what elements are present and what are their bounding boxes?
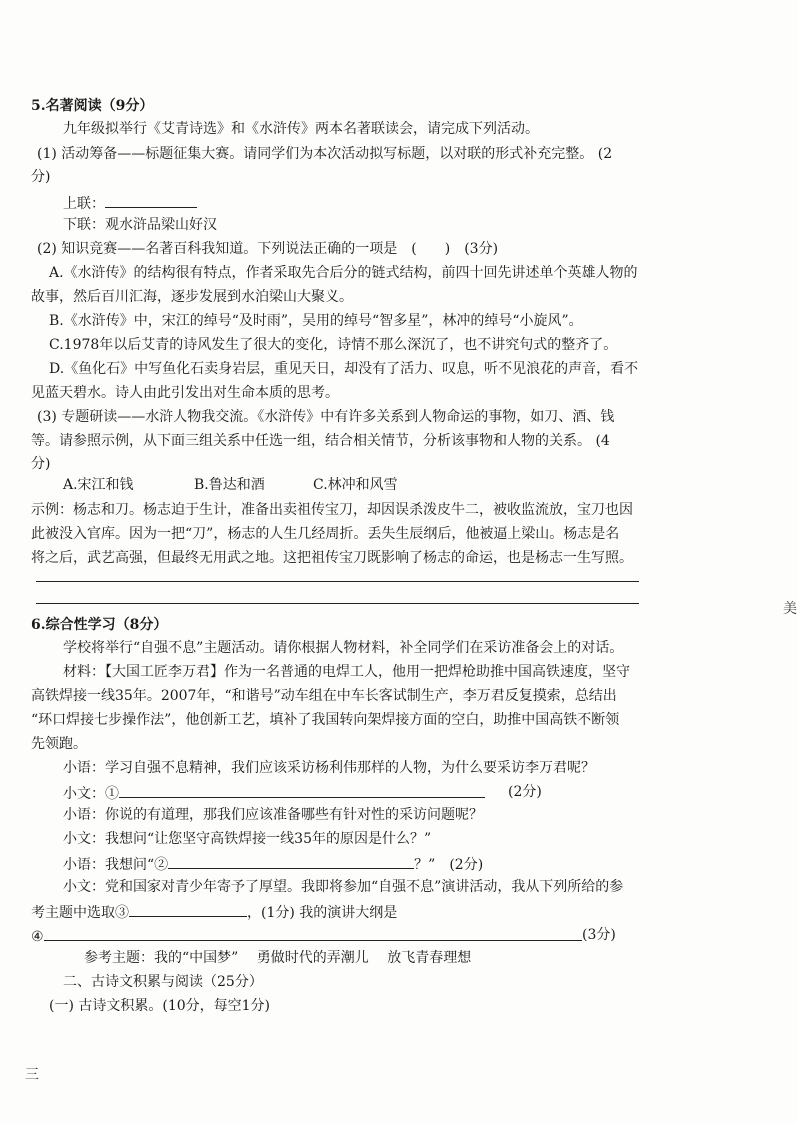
example-text: 示例：杨志和刀。杨志迫于生计，准备出卖祖传宝刀，却因误杀泼皮牛二，被收监流放，宝刀也因: [31, 502, 633, 518]
dialogue-6: 小文：党和国家对青少年寄予了厚望。我即将参加“自强不息”演讲活动，我从下列所给的参: [63, 879, 624, 895]
dialogue-6-prefix: 考主题中选取③: [31, 905, 129, 921]
dialogue-4: 小文：我想问“让您坚守高铁焊接一线35年的原因是什么？”: [63, 831, 432, 847]
option-d: D.《鱼化石》中写鱼化石卖身岩层，重见天日，却没有了活力、叹息，听不见浪花的声音，看不: [49, 361, 639, 377]
material-text-cont: 高铁焊接一线35年。2007年，“和谐号”动车组在中车长客试制生产，李万君反复摸索，总结出: [31, 688, 617, 704]
dialogue-6-cont: [31, 902, 397, 922]
lower-couplet: 下联：观水浒品梁山好汉: [63, 217, 217, 233]
dialogue-6-suffix: ，(1分) 我的演讲大纲是: [247, 905, 398, 921]
section6-heading: 6.综合性学习（8分）: [31, 617, 168, 633]
option-c: C.1978年以后艾青的诗风发生了很大的变化，诗情不那么深沉了，也不讲究句式的整齐了。: [49, 337, 618, 353]
dialogue-7-score: (3分): [582, 927, 616, 943]
q3-text-cont: 等。请参照示例，从下面三组关系中任选一组，结合相关情节，分析该事物和人物的关系。 (4: [31, 433, 610, 449]
q3-text-cont2: 分): [31, 456, 51, 472]
q3-text: (3) 专题研读——水浒人物我交流。《水浒传》中有许多关系到人物命运的事物，如刀、酒、钱: [37, 409, 615, 425]
upper-couplet-label: 上联：: [63, 196, 105, 212]
answer-line-2[interactable]: [36, 603, 639, 604]
dialogue-5: [63, 854, 483, 874]
edge-mark-right: 美: [783, 601, 797, 617]
answer-blank-1[interactable]: [119, 783, 485, 798]
section5-heading: 5.名著阅读（9分）: [31, 98, 154, 114]
dialogue-5-prefix: 小语：我想问“②: [63, 857, 169, 873]
upper-couplet: [63, 193, 197, 213]
reference-topics: 参考主题：我的“中国梦” 勇做时代的弄潮儿 放飞青春理想: [84, 950, 472, 966]
upper-couplet-blank[interactable]: [105, 193, 197, 208]
option-d-cont: 见蓝天碧水。诗人由此引发出对生命本质的思考。: [31, 385, 339, 401]
dialogue-1: 小语：学习自强不息精神，我们应该采访杨利伟那样的人物，为什么要采访李万君呢？: [63, 760, 595, 776]
example-text-cont: 此被没入官库。因为一把“刀”，杨志的人生几经周折。丢失生辰纲后，他被逼上梁山。杨志是名: [31, 526, 620, 542]
answer-blank-3[interactable]: [129, 902, 247, 917]
option-b: B.《水浒传》中，宋江的绰号“及时雨”，吴用的绰号“智多星”，林冲的绰号“小旋风”。: [49, 313, 583, 329]
dialogue-7: [31, 926, 582, 946]
choice-a: A.宋江和钱: [63, 477, 134, 493]
dialogue-7-prefix: ④: [31, 929, 44, 945]
dialogue-2: [63, 783, 485, 803]
edge-mark-bottom: 三: [25, 1067, 39, 1083]
part2-heading: 二、古诗文积累与阅读（25分）: [63, 974, 263, 990]
option-a-cont: 故事，然后百川汇海，逐步发展到水泊梁山大聚义。: [31, 289, 353, 305]
q2-text: (2) 知识竞赛——名著百科我知道。下列说法正确的一项是 ( ) (3分): [37, 241, 499, 257]
dialogue-3: 小语：你说的有道理，那我们应该准备哪些有针对性的采访问题呢？: [63, 807, 483, 823]
choice-b: B.鲁达和酒: [194, 477, 265, 493]
dialogue-5-suffix: ？” (2分): [414, 857, 484, 873]
answer-blank-2[interactable]: [168, 854, 414, 869]
choice-c: C.林冲和风雪: [313, 477, 398, 493]
material-text-cont3: 先领跑。: [31, 736, 87, 752]
material-text: 材料：【大国工匠李万君】作为一名普通的电焊工人，他用一把焊枪助推中国高铁速度，坚守: [63, 664, 630, 680]
material-text-cont2: “环口焊接七步操作法”，他创新工艺，填补了我国转向架焊接方面的空白，助推中国高铁不断领: [31, 712, 620, 728]
answer-blank-4[interactable]: [44, 926, 582, 941]
example-text-cont2: 将之后，武艺高强，但最终无用武之地。这把祖传宝刀既影响了杨志的命运，也是杨志一生写照。: [31, 550, 633, 566]
option-a: A.《水浒传》的结构很有特点，作者采取先合后分的链式结构，前四十回先讲述单个英雄人物的: [49, 265, 638, 281]
section5-intro: 九年级拟举行《艾青诗选》和《水浒传》两本名著联读会，请完成下列活动。: [63, 121, 539, 137]
q1-text: (1) 活动筹备——标题征集大赛。请同学们为本次活动拟写标题，以对联的形式补充完整。 (2: [37, 146, 613, 162]
dialogue-2-prefix: 小文：①: [63, 786, 119, 802]
q1-text-cont: 分): [31, 169, 51, 185]
section6-intro: 学校将举行“自强不息”主题活动。请你根据人物材料，补全同学们在采访准备会上的对话。: [63, 640, 624, 656]
dialogue-2-score: (2分): [508, 784, 542, 800]
answer-line-1[interactable]: [36, 581, 639, 582]
part2-sub: (一) 古诗文积累。(10分，每空1分): [49, 998, 271, 1014]
